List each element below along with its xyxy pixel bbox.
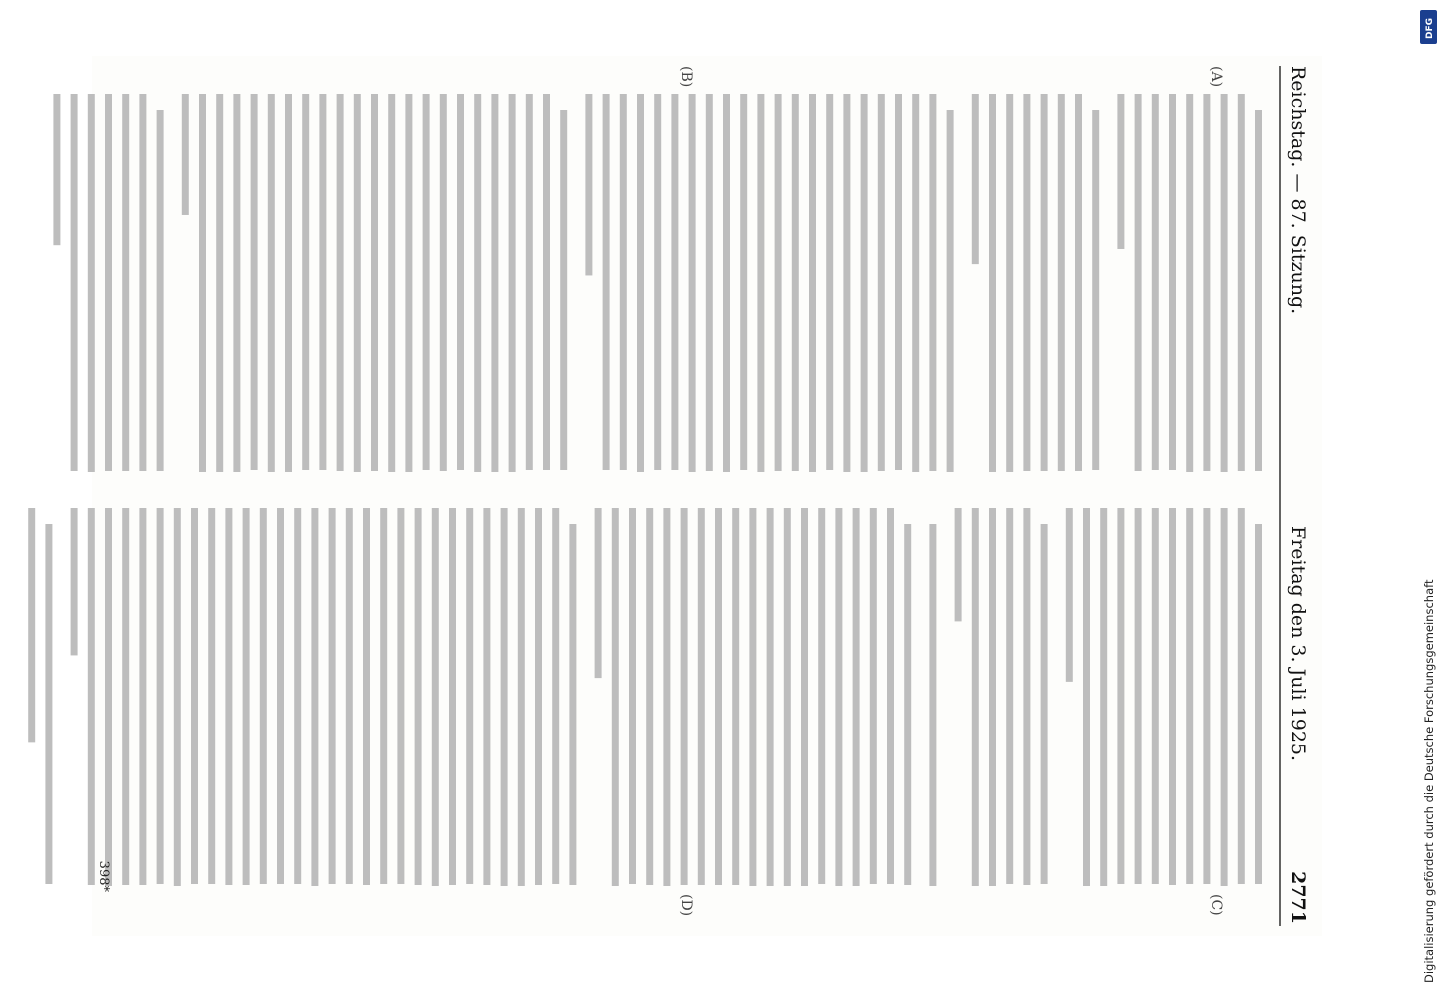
illegible-text-line xyxy=(1066,508,1073,682)
illegible-text-line xyxy=(1186,94,1193,472)
illegible-text-line xyxy=(792,94,799,471)
illegible-text-line xyxy=(311,508,318,886)
illegible-text-line xyxy=(715,508,722,885)
illegible-text-line xyxy=(1023,508,1030,885)
illegible-text-line xyxy=(405,94,412,472)
margin-marker-d: (D) xyxy=(678,894,694,917)
illegible-text-line xyxy=(71,508,78,655)
illegible-text-line xyxy=(1083,508,1090,886)
illegible-text-line xyxy=(620,94,627,470)
illegible-text-line xyxy=(1221,508,1228,886)
illegible-text-line xyxy=(1135,508,1142,884)
svg-text:DFG: DFG xyxy=(1425,17,1435,39)
illegible-text-line xyxy=(1135,94,1142,471)
illegible-text-line xyxy=(1152,508,1159,884)
illegible-text-line xyxy=(157,508,164,884)
illegible-text-line xyxy=(388,94,395,472)
illegible-text-line xyxy=(243,508,250,885)
left-text-column xyxy=(53,94,1262,472)
illegible-text-line xyxy=(637,94,644,472)
illegible-text-line xyxy=(329,508,336,884)
illegible-text-line xyxy=(663,508,670,886)
illegible-text-line xyxy=(671,94,678,470)
illegible-text-line xyxy=(122,94,129,471)
illegible-text-line xyxy=(491,94,498,472)
illegible-text-line xyxy=(698,508,705,885)
illegible-text-line xyxy=(853,508,860,886)
right-text-column xyxy=(28,508,1262,886)
illegible-text-line xyxy=(294,508,301,884)
illegible-text-line xyxy=(182,94,189,215)
illegible-text-line xyxy=(861,94,868,472)
illegible-text-line xyxy=(216,94,223,472)
illegible-text-line xyxy=(1221,94,1228,472)
illegible-text-line xyxy=(723,94,730,472)
illegible-text-line xyxy=(440,94,447,471)
illegible-text-line xyxy=(535,508,542,885)
illegible-text-line xyxy=(509,94,516,472)
illegible-text-line xyxy=(629,508,636,884)
illegible-text-line xyxy=(380,508,387,884)
illegible-text-line xyxy=(139,508,146,885)
illegible-text-line xyxy=(1203,508,1210,884)
illegible-text-line xyxy=(105,94,112,471)
funding-note: Digitalisierung gefördert durch die Deutsche Forschungsgemeinschaft xyxy=(1422,579,1436,983)
illegible-text-line xyxy=(319,94,326,470)
illegible-text-line xyxy=(989,94,996,472)
digitization-side-note xyxy=(1418,8,1440,992)
illegible-text-line xyxy=(277,508,284,884)
illegible-text-line xyxy=(552,508,559,884)
illegible-text-line xyxy=(603,94,610,470)
illegible-text-line xyxy=(1100,508,1107,886)
illegible-text-line xyxy=(912,94,919,472)
illegible-text-line xyxy=(818,508,825,884)
illegible-text-line xyxy=(1006,508,1013,884)
illegible-text-line xyxy=(843,94,850,472)
illegible-text-line xyxy=(1006,94,1013,472)
illegible-text-line xyxy=(474,94,481,472)
illegible-text-line xyxy=(595,508,602,678)
illegible-text-line xyxy=(1041,94,1048,471)
illegible-text-line xyxy=(415,508,422,885)
illegible-text-line xyxy=(354,94,361,472)
margin-marker-c: (C) xyxy=(1208,894,1224,916)
illegible-text-line xyxy=(1238,94,1245,471)
illegible-text-line xyxy=(260,508,267,884)
illegible-text-line xyxy=(612,508,619,886)
illegible-text-line xyxy=(1203,94,1210,471)
illegible-text-line xyxy=(337,94,344,471)
illegible-text-line xyxy=(767,508,774,886)
illegible-text-line xyxy=(105,508,112,886)
illegible-text-line xyxy=(955,508,962,621)
illegible-text-line xyxy=(122,508,129,885)
illegible-text-line xyxy=(53,94,60,245)
illegible-text-line xyxy=(1186,508,1193,884)
illegible-text-line xyxy=(826,94,833,470)
illegible-text-line xyxy=(749,508,756,886)
illegible-text-line xyxy=(895,94,902,470)
illegible-text-line xyxy=(887,508,894,884)
illegible-text-line xyxy=(518,508,525,886)
illegible-text-line xyxy=(157,110,164,471)
illegible-text-line xyxy=(569,524,576,885)
illegible-text-line xyxy=(1058,94,1065,471)
illegible-text-line xyxy=(483,508,490,885)
illegible-text-line xyxy=(346,508,353,884)
illegible-text-line xyxy=(929,524,936,886)
illegible-text-line xyxy=(1041,524,1048,884)
illegible-text-line xyxy=(870,508,877,884)
illegible-text-line xyxy=(972,94,979,264)
illegible-text-line xyxy=(732,508,739,885)
illegible-text-line xyxy=(432,508,439,886)
illegible-text-line xyxy=(191,508,198,884)
illegible-text-line xyxy=(1152,94,1159,470)
illegible-text-line xyxy=(784,508,791,886)
margin-marker-b: (B) xyxy=(678,66,694,88)
illegible-text-line xyxy=(1169,94,1176,470)
illegible-text-line xyxy=(775,94,782,471)
illegible-text-line xyxy=(1117,94,1124,249)
dfg-logo-icon xyxy=(1420,10,1437,44)
page-number: 2771 xyxy=(1287,871,1309,924)
illegible-text-line xyxy=(1092,110,1099,470)
illegible-text-line xyxy=(457,94,464,470)
illegible-text-line xyxy=(654,94,661,470)
illegible-text-line xyxy=(543,94,550,470)
illegible-text-line xyxy=(904,524,911,885)
illegible-text-line xyxy=(1023,94,1030,471)
illegible-text-line xyxy=(139,94,146,471)
illegible-text-line xyxy=(501,508,508,886)
illegible-text-line xyxy=(302,94,309,470)
scanned-page xyxy=(92,56,1322,936)
illegible-text-line xyxy=(689,94,696,472)
illegible-text-line xyxy=(947,110,954,472)
illegible-text-line xyxy=(989,508,996,886)
illegible-text-line xyxy=(199,94,206,472)
rotated-page-canvas xyxy=(92,56,1322,936)
illegible-text-line xyxy=(45,524,52,884)
illegible-text-line xyxy=(371,94,378,471)
illegible-text-line xyxy=(878,94,885,471)
illegible-text-line xyxy=(1169,508,1176,885)
illegible-text-line xyxy=(1255,524,1262,884)
illegible-text-line xyxy=(585,94,592,275)
illegible-text-line xyxy=(363,508,370,885)
illegible-text-line xyxy=(706,94,713,471)
illegible-text-line xyxy=(225,508,232,885)
illegible-text-line xyxy=(71,94,78,471)
date-header: Freitag den 3. Juli 1925. xyxy=(1287,526,1309,762)
illegible-text-line xyxy=(681,508,688,885)
illegible-text-line xyxy=(1117,508,1124,884)
illegible-text-line xyxy=(88,94,95,472)
illegible-text-line xyxy=(1075,94,1082,471)
illegible-text-line xyxy=(268,94,275,472)
illegible-text-line xyxy=(972,508,979,886)
illegible-text-line xyxy=(740,94,747,470)
illegible-text-line xyxy=(835,508,842,886)
illegible-text-line xyxy=(1255,110,1262,471)
margin-marker-a: (A) xyxy=(1208,66,1224,88)
illegible-text-line xyxy=(251,94,258,470)
illegible-text-line xyxy=(233,94,240,472)
illegible-text-line xyxy=(423,94,430,470)
illegible-text-line xyxy=(757,94,764,472)
illegible-text-line xyxy=(526,94,533,470)
illegible-text-line xyxy=(208,508,215,884)
sheet-mark: 398* xyxy=(96,860,111,892)
illegible-text-line xyxy=(449,508,456,885)
illegible-text-line xyxy=(174,508,181,886)
illegible-text-line xyxy=(285,94,292,472)
session-header: Reichstag. — 87. Sitzung. xyxy=(1287,66,1309,315)
illegible-text-line xyxy=(929,94,936,471)
illegible-text-line xyxy=(560,110,567,470)
illegible-text-line xyxy=(1238,508,1245,884)
illegible-text-line xyxy=(646,508,653,885)
illegible-text-line xyxy=(88,508,95,885)
illegible-text-line xyxy=(466,508,473,884)
illegible-text-line xyxy=(809,94,816,472)
illegible-text-line xyxy=(801,508,808,886)
illegible-text-line xyxy=(397,508,404,884)
illegible-text-line xyxy=(28,508,35,742)
